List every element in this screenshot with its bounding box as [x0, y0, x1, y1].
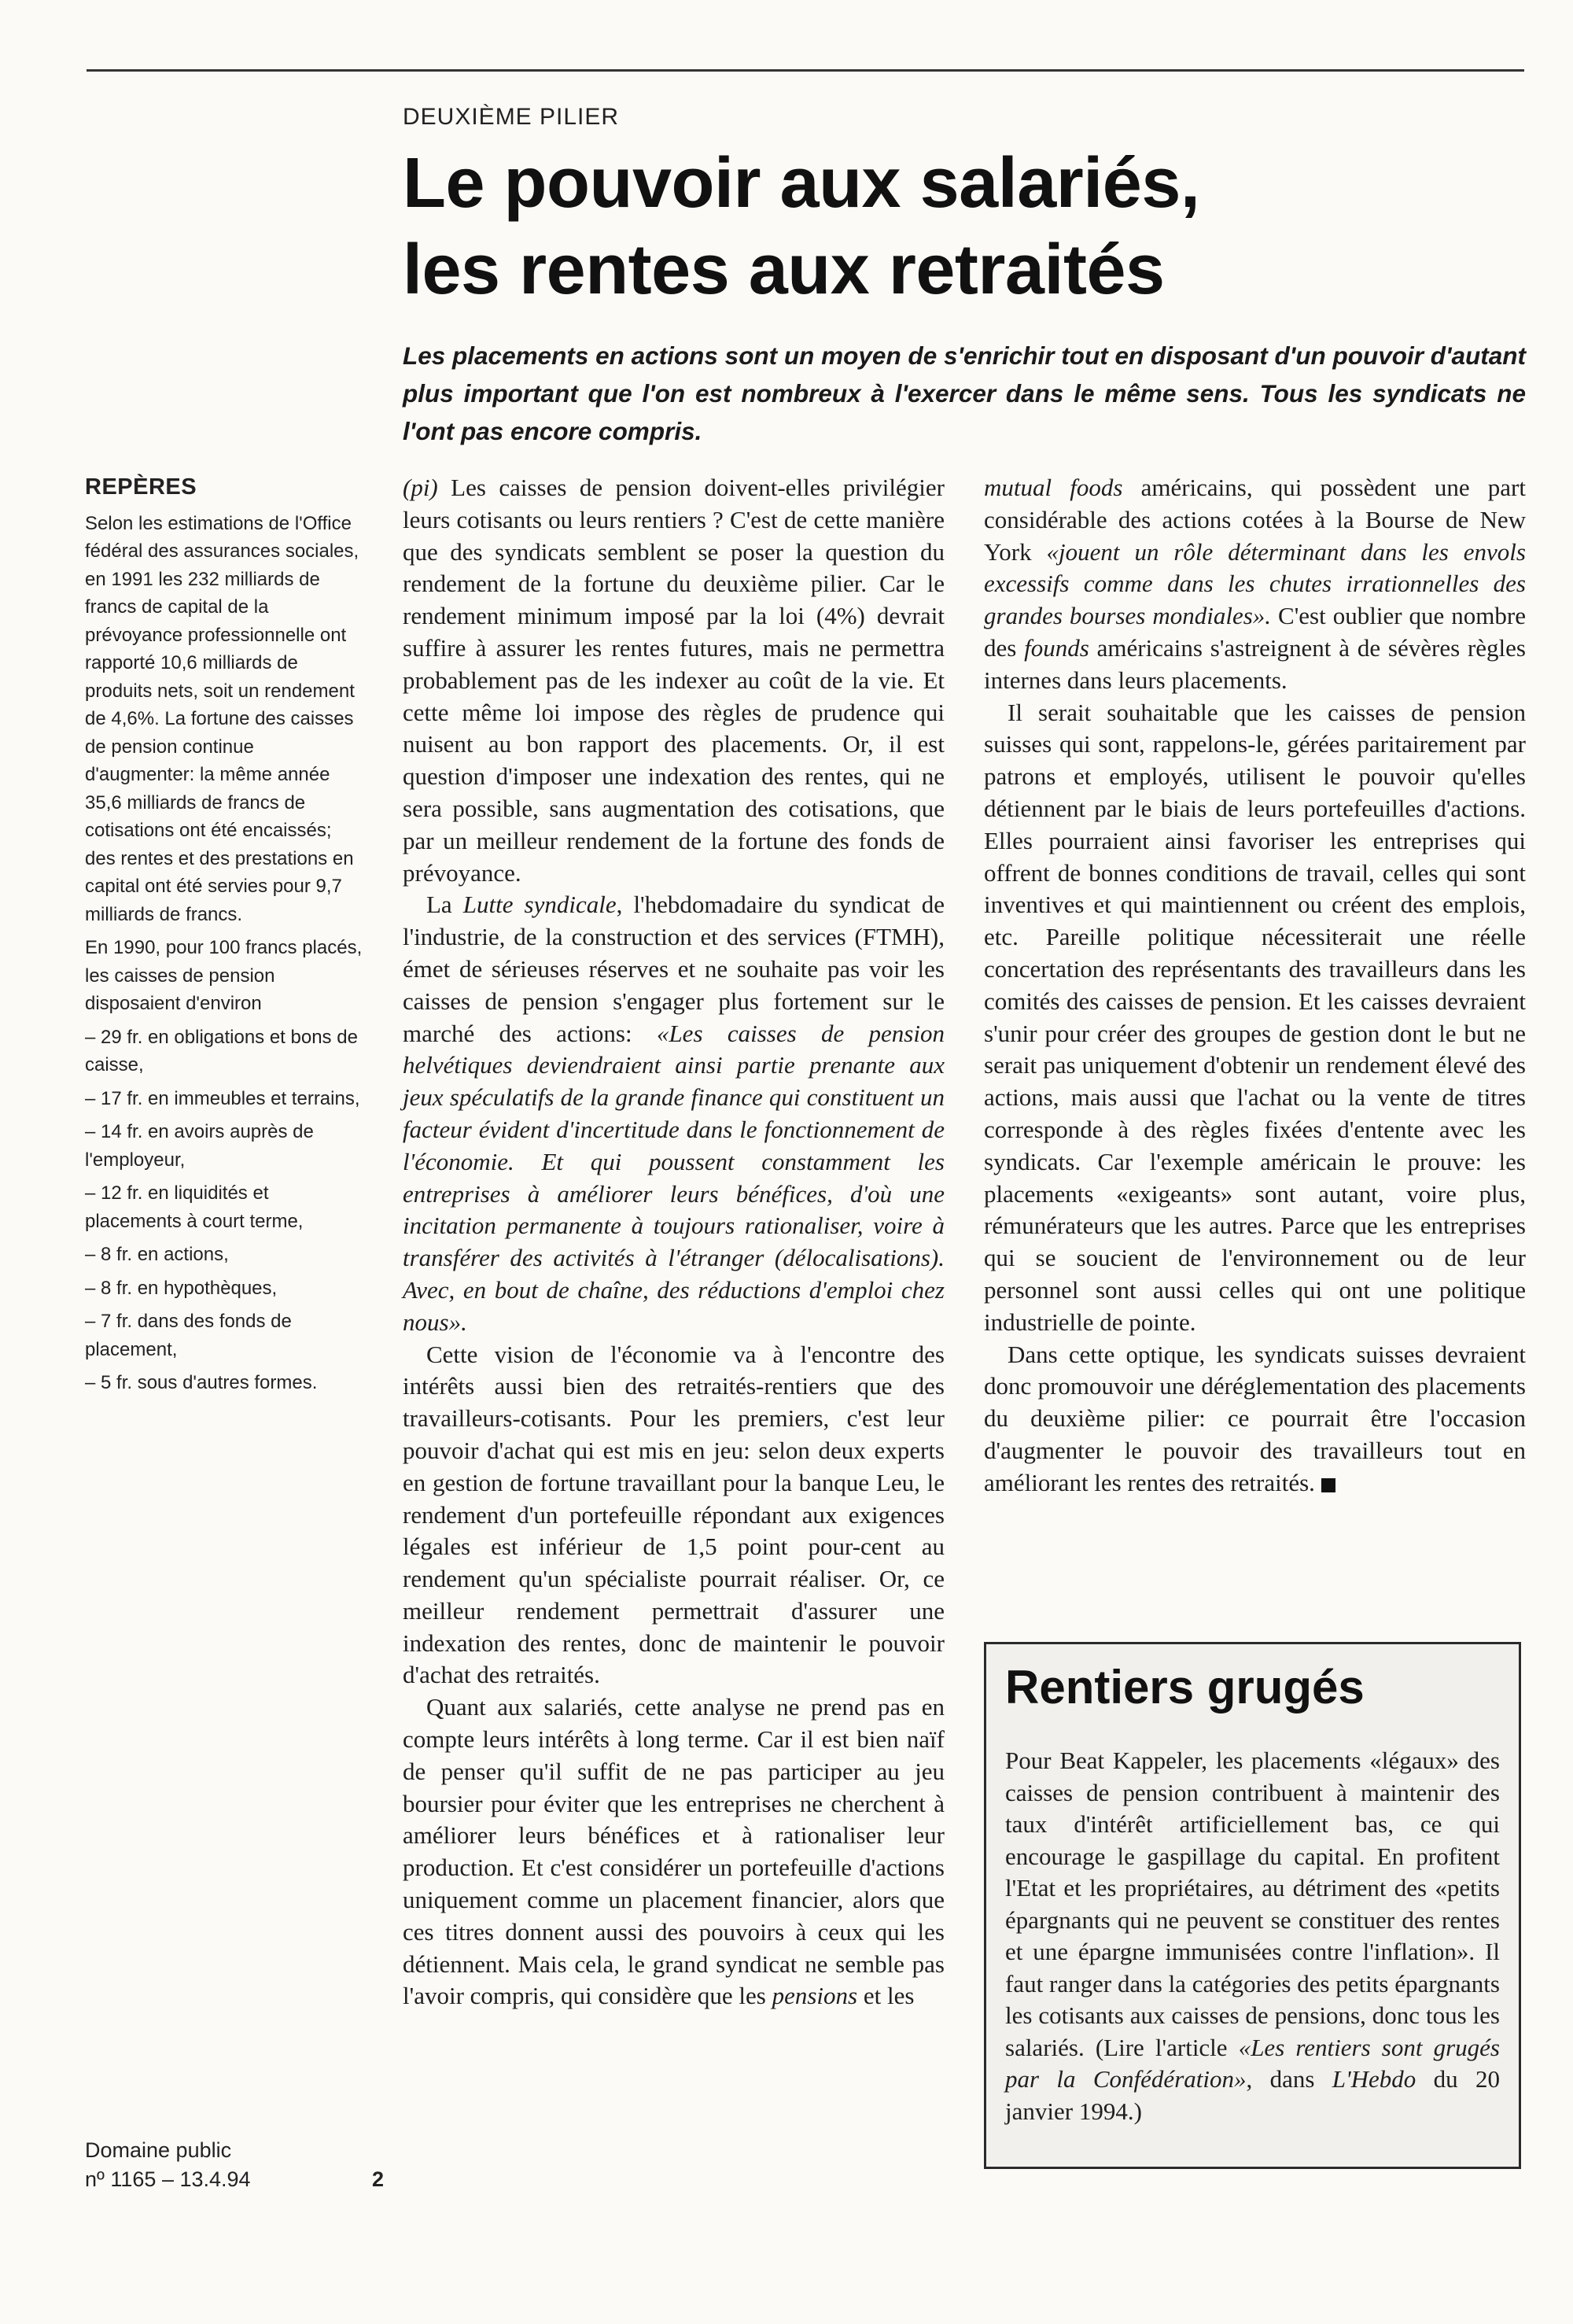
- col2-paragraph-2: Il serait souhaitable que les caisses de pension suisses qui sont, rappelons-le, gérées paritairement par patrons et employés, utilisent le pouvoir qu'elles détiennent par le biais de leurs portefeuilles d'actions. Elles pourraient ainsi favoriser les entreprises qui offrent de bonnes conditions de travail, celles qui sont inventives et qui maintiennent ou créent des emplois, etc. Pareille politique nécessiterait une réelle concertation des représentants des travailleurs dans les comités des caisses de pension. Et les caisses devraient s'unir pour créer des groupes de gestion dont le but ne serait pas uniquement d'obtenir un rendement élevé des actions, mais aussi que l'achat ou la vente de titres corresponde à des règles fixées d'entente avec les syndicats. Car l'exemple américain le prouve: les placements «exigeants» sont autant, voire plus, rémunérateurs que les autres. Parce que les entreprises qui se soucient de l'environnement ou de leur personnel sont aussi celles qui ont une politique industrielle de pointe.: [984, 698, 1526, 1336]
- col1-p4-text-b: et les: [857, 1982, 915, 2010]
- col1-p2-text-a: La: [426, 891, 463, 919]
- issue-number: nº 1165 – 13.4.94: [85, 2167, 251, 2191]
- mutual-foods-term: mutual foods: [984, 474, 1123, 501]
- section-kicker: DEUXIÈME PILIER: [403, 104, 620, 130]
- sidebar-heading: REPÈRES: [85, 474, 197, 500]
- article-lead: Les placements en actions sont un moyen de s'enrichir tout en disposant d'un pouvoir d'autant plus important que l'on est nombreux à l'exercer dans le même sens. Tous les syndicats ne l'ont pas encore compris.: [403, 341, 1526, 445]
- sidebar-list-item: – 29 fr. en obligations et bons de caisse,: [85, 1026, 358, 1075]
- col1-p4-text-a: Quant aux salariés, cette analyse ne prend pas en compte leurs intérêts à long terme. Car il est bien naïf de penser qu'il suffit de ne pas participer au jeu boursier pour éviter que les entreprises ne cherchent à améliorer leurs bénéfices et à rationaliser leur production. Et c'est considérer un portefeuille d'actions uniquement comme un placement financier, alors que ces titres donnent aussi des pouvoirs à ceux qui les détiennent. Mais cela, le grand syndicat ne semble pas l'avoir compris, qui considère que les: [403, 1693, 945, 2010]
- bourse-quote: «jouent un rôle déterminant dans les envols excessifs comme dans les chutes irrationnelles des grandes bourses mondiales».: [984, 537, 1526, 630]
- sidebar-list-item: – 17 fr. en immeubles et terrains,: [85, 1087, 360, 1109]
- col1-paragraph-1: [403, 472, 945, 889]
- sidebar-list-item: – 14 fr. en avoirs auprès de l'employeur,: [85, 1121, 314, 1171]
- page-number: 2: [371, 2167, 384, 2191]
- title-line-1: Le pouvoir aux salariés,: [403, 144, 1200, 223]
- ftmh-quote: «Les caisses de pension helvétiques deviendraient ainsi partie prenante aux jeux spéculatifs de la grande finance qui constituent un facteur évident d'incertitude dans le fonctionnement de l'économie. Et qui poussent constamment les entreprises à améliorer leurs bénéfices, d'où une incitation permanente à toujours rationaliser, voire à transférer des activités à l'étranger (délocalisations). Avec, en bout de chaîne, des réductions d'emploi chez nous».: [403, 1019, 945, 1336]
- sidebar-list-item: – 7 fr. dans des fonds de placement,: [85, 1311, 292, 1360]
- sidebar-paragraph-2: En 1990, pour 100 francs placés, les caisses de pension disposaient d'environ: [85, 937, 363, 1014]
- end-of-article-mark: [1321, 1478, 1335, 1492]
- publication-ref: Lutte syndicale: [462, 891, 617, 919]
- col2-p1-text-a: américains, qui possèdent une part considérable des actions cotées à la Bourse de New York: [984, 474, 1526, 566]
- founds-term: founds: [1024, 633, 1089, 662]
- box-text-b: , dans: [1246, 2065, 1332, 2093]
- article-ref: «Les rentiers sont grugés par la Confédération»: [1005, 2033, 1500, 2093]
- col2-p1-text-b: C'est oublier que nombre des: [984, 602, 1526, 662]
- col2-p3-text: Dans cette optique, les syndicats suisses devraient donc promouvoir une déréglementation des placements du deuxième pilier: ce pourrait être l'occasion d'augmenter le pouvoir des travailleurs tout en améliorant les rentes des retraités.: [984, 1340, 1526, 1496]
- sidebar-list-item: – 8 fr. en actions,: [85, 1244, 229, 1265]
- box-text-a: Pour Beat Kappeler, les placements «légaux» des caisses de pension contribuent à maintenir des taux d'intérêt artificiellement bas, ce qui encourage le gaspillage du capital. En profitent l'Etat et les propriétaires, au détriment des «petits épargnants qui ne peuvent se constituer des rentes et une épargne immunisées contre l'inflation». Il faut ranger dans la catégories des petits épargnants les cotisants aux caisses de pensions, donc tous les salariés. (Lire l'article: [1005, 1747, 1500, 2061]
- page-footer: [85, 2136, 384, 2194]
- publication-name: Domaine public: [85, 2138, 232, 2162]
- box-text: [1005, 1745, 1500, 2127]
- col1-paragraph-2: [403, 889, 945, 1338]
- col1-p2-text-b: , l'hebdomadaire du syndicat de l'industrie, de la construction et des services (FTMH), émet de sérieuses réserves et ne souhaite pas voir les caisses de pension s'engager plus fortement sur le marché des actions:: [403, 891, 945, 1047]
- article-title: [403, 140, 1504, 313]
- sidebar-list-item: – 8 fr. en hypothèques,: [85, 1277, 278, 1299]
- pensions-term: pensions: [772, 1982, 858, 2010]
- box-text-c: du 20 janvier 1994.): [1005, 2065, 1500, 2125]
- author-initials: (pi): [403, 474, 438, 501]
- hebdo-ref: L'Hebdo: [1332, 2065, 1416, 2093]
- rentiers-gruges-box: [984, 1642, 1521, 2169]
- article-column-1: [403, 472, 945, 2012]
- col1-paragraph-3: Cette vision de l'économie va à l'encontre des intérêts aussi bien des retraités-rentiers que des travailleurs-cotisants. Pour les premiers, c'est leur pouvoir d'achat qui est mis en jeu: selon deux experts en gestion de fortune travaillant pour la banque Leu, le rendement d'un portefeuille répondant aux exigences légales est inférieur de 1,5 point pour-cent au rendement qu'un spécialiste pourrait réaliser. Or, ce meilleur rendement permettrait d'assurer une indexation des rentes, donc de maintenir le pouvoir d'achat des retraités.: [403, 1340, 945, 1689]
- col2-paragraph-3: [984, 1339, 1526, 1500]
- col1-p1-text: Les caisses de pension doivent-elles privilégier leurs cotisants ou leurs rentiers ? C'est de cette manière que des syndicats semblent se poser la question du rendement de la fortune du deuxième pilier. Car le rendement minimum imposé par la loi (4%) devrait suffire à assurer les rentes futures, mais ne permettra probablement pas de les indexer au coût de la vie. Et cette même loi impose des règles de prudence qui nuisent au bon rapport des placements. Or, il est question d'imposer une indexation des rentes, qui ne sera possible, sans augmentation des cotisations, que par un meilleur rendement de la fortune des fonds de prévoyance.: [403, 474, 945, 887]
- reperes-sidebar: [85, 474, 364, 1403]
- box-title: Rentiers grugés: [1005, 1661, 1365, 1713]
- title-line-2: les rentes aux retraités: [403, 231, 1165, 309]
- col2-paragraph-1: [984, 472, 1526, 697]
- sidebar-list-item: – 12 fr. en liquidités et placements à court terme,: [85, 1182, 304, 1232]
- col2-p1-text-c: américains s'astreignent à de sévères règles internes dans leurs placements.: [984, 633, 1526, 694]
- sidebar-list-item: – 5 fr. sous d'autres formes.: [85, 1372, 318, 1393]
- sidebar-paragraph-1: Selon les estimations de l'Office fédéral des assurances sociales, en 1991 les 232 milliards de francs de capital de la prévoyance professionnelle ont rapporté 10,6 milliards de produits nets, soit un rendement de 4,6%. La fortune des caisses de pension continue d'augmenter: la même année 35,6 milliards de francs de cotisations ont été encaissés; des rentes et des prestations en capital ont été servies pour 9,7 milliards de francs.: [85, 512, 359, 925]
- top-rule: [87, 69, 1524, 72]
- article-column-2: [984, 472, 1526, 1500]
- col1-paragraph-4: [403, 1691, 945, 2012]
